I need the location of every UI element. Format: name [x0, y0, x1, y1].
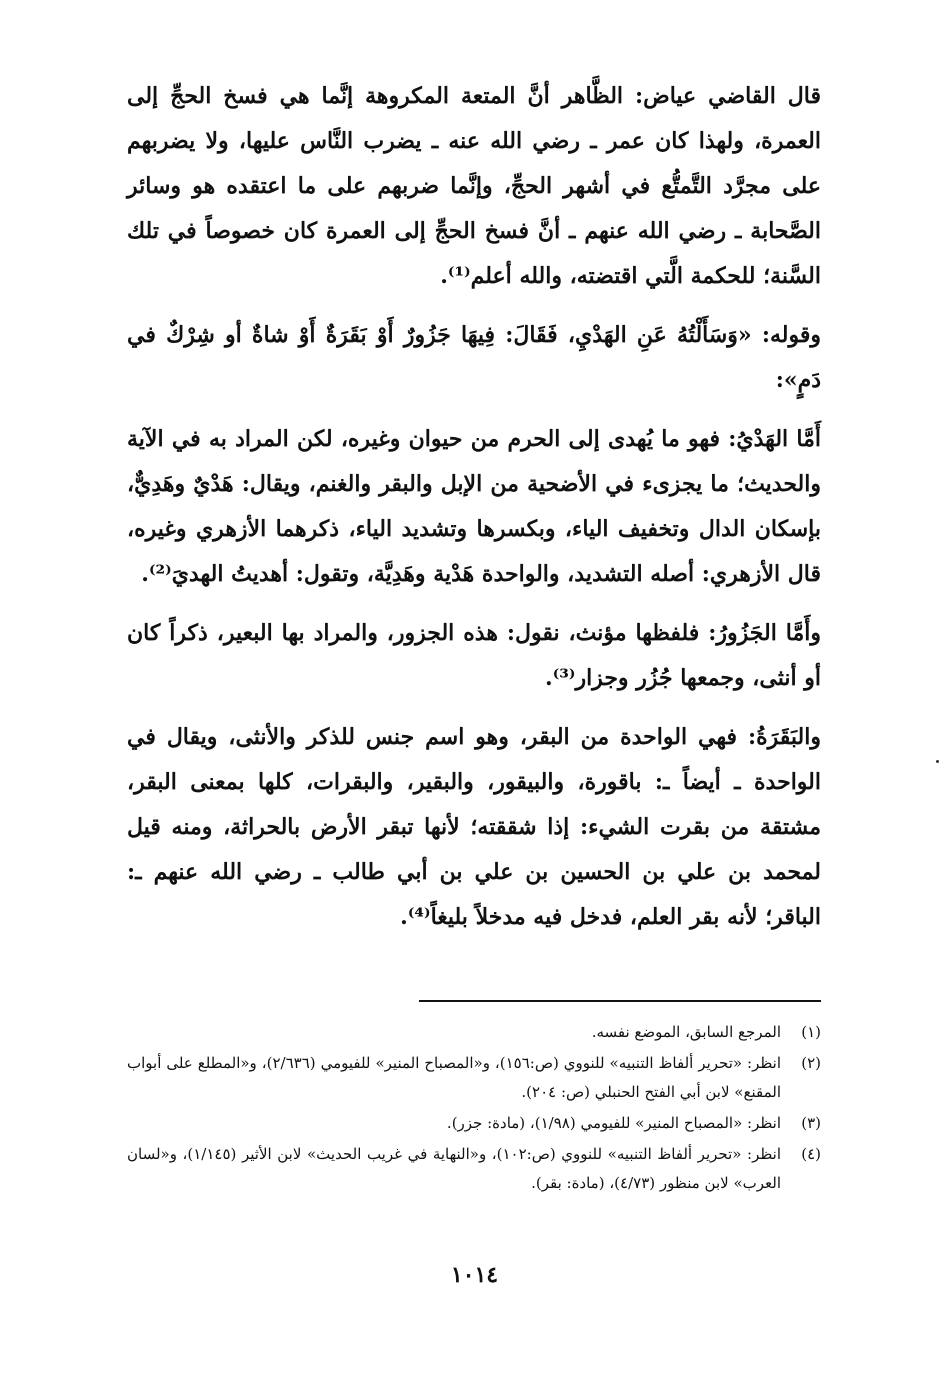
footnotes — [127, 1018, 821, 1200]
paragraph-2-text: وقوله: «وَسَأَلْتُهُ عَنِ الهَدْيِ، فَقَالَ: فِيهَا جَزُورٌ أَوْ بَقَرَةٌ أَوْ شاةٌ أو شِرْكٌ في دَمٍ»: — [127, 322, 821, 393]
footnote-4 — [127, 1140, 821, 1198]
paragraph-5 — [127, 715, 821, 940]
page-number: ١٠١٤ — [450, 1262, 499, 1288]
paragraph-3-text: فهو ما يُهدى إلى الحرم من حيوان وغيره، لكن المراد به في الآية والحديث؛ ما يجزىء في الأضحية من الإبل والبقر والغنم، ويقال: هَدْيٌ وهَدِيٌّ، بإسكان الدال وتخفيف الياء، وبكسرها وتشديد الياء، ذكرهما الأزهري وغيره، قال الأزهري: أصله التشديد، والواحدة هَدْية وهَدِيَّة، وتقول: أهديتُ الهديَ⁽²⁾. — [127, 426, 821, 587]
footnote-text: المرجع السابق، الموضع نفسه. — [591, 1023, 781, 1041]
paragraph-3-lead: أَمَّا الهَدْيُ: — [728, 426, 821, 452]
paragraph-4 — [127, 611, 821, 701]
paragraph-4-text: فلفظها مؤنث، نقول: هذه الجزور، والمراد بها البعير، ذكراً كان أو أنثى، وجمعها جُزُر وجزار⁽³⁾. — [127, 620, 821, 691]
footnote-2 — [127, 1049, 821, 1107]
footnote-separator — [419, 1000, 821, 1002]
paragraph-3 — [127, 417, 821, 597]
footnote-number: (٢) — [801, 1054, 821, 1072]
paragraph-1-text: قال القاضي عياض: الظَّاهر أنَّ المتعة المكروهة إنَّما هي فسخ الحجِّ إلى العمرة، ولهذا كان عمر ـ رضي الله عنه ـ يضرب النَّاس عليها، ولا يضربهم على مجرَّد التَّمتُّع في أشهر الحجِّ، وإنَّما ضربهم على ما اعتقده هو وسائر الصَّحابة ـ رضي الله عنهم ـ أنَّ فسخ الحجِّ إلى العمرة كان خصوصاً في تلك السَّنة؛ للحكمة الَّتي اقتضته، والله أعلم⁽¹⁾. — [127, 83, 821, 289]
footnote-number: (٣) — [801, 1114, 821, 1132]
paragraph-4-lead: وأَمَّا الجَزُورُ: — [708, 620, 821, 646]
footnote-number: (١) — [801, 1023, 821, 1041]
footnote-text: انظر: «المصباح المنير» للفيومي (١/٩٨)، (مادة: جزر). — [446, 1114, 781, 1132]
footnote-3 — [127, 1109, 821, 1138]
paragraph-5-lead: والبَقَرَةُ: — [748, 724, 821, 750]
paragraph-2 — [127, 313, 821, 403]
main-text — [127, 74, 821, 954]
footnote-number: (٤) — [801, 1145, 821, 1163]
footnote-text: انظر: «تحرير ألفاظ التنبيه» للنووي (ص:١٥٦)، و«المصباح المنير» للفيومي (٢/٦٣٦)، و«المطلع على أبواب المقنع» لابن أبي الفتح الحنبلي (ص: ٢٠٤). — [127, 1054, 781, 1101]
margin-dot — [936, 760, 939, 763]
footnote-1 — [127, 1018, 821, 1047]
paragraph-5-text: فهي الواحدة من البقر، وهو اسم جنس للذكر والأنثى، ويقال في الواحدة ـ أيضاً ـ: باقورة، والبيقور، والبقير، والبقرات، كلها بمعنى البقر، مشتقة من بقرت الشيء: إذا شققته؛ لأنها تبقر الأرض بالحراثة، ومنه قيل لمحمد بن علي بن الحسين بن علي بن أبي طالب ـ رضي الله عنهم ـ: الباقر؛ لأنه بقر العلم، فدخل فيه مدخلاً بليغاً⁽⁴⁾. — [127, 724, 821, 930]
footnote-text: انظر: «تحرير ألفاظ التنبيه» للنووي (ص:١٠٢)، و«النهاية في غريب الحديث» لابن الأثير (١/١٤٥)، و«لسان العرب» لابن منظور (٤/٧٣)، (مادة: بقر). — [127, 1145, 782, 1192]
paragraph-1 — [127, 74, 821, 299]
